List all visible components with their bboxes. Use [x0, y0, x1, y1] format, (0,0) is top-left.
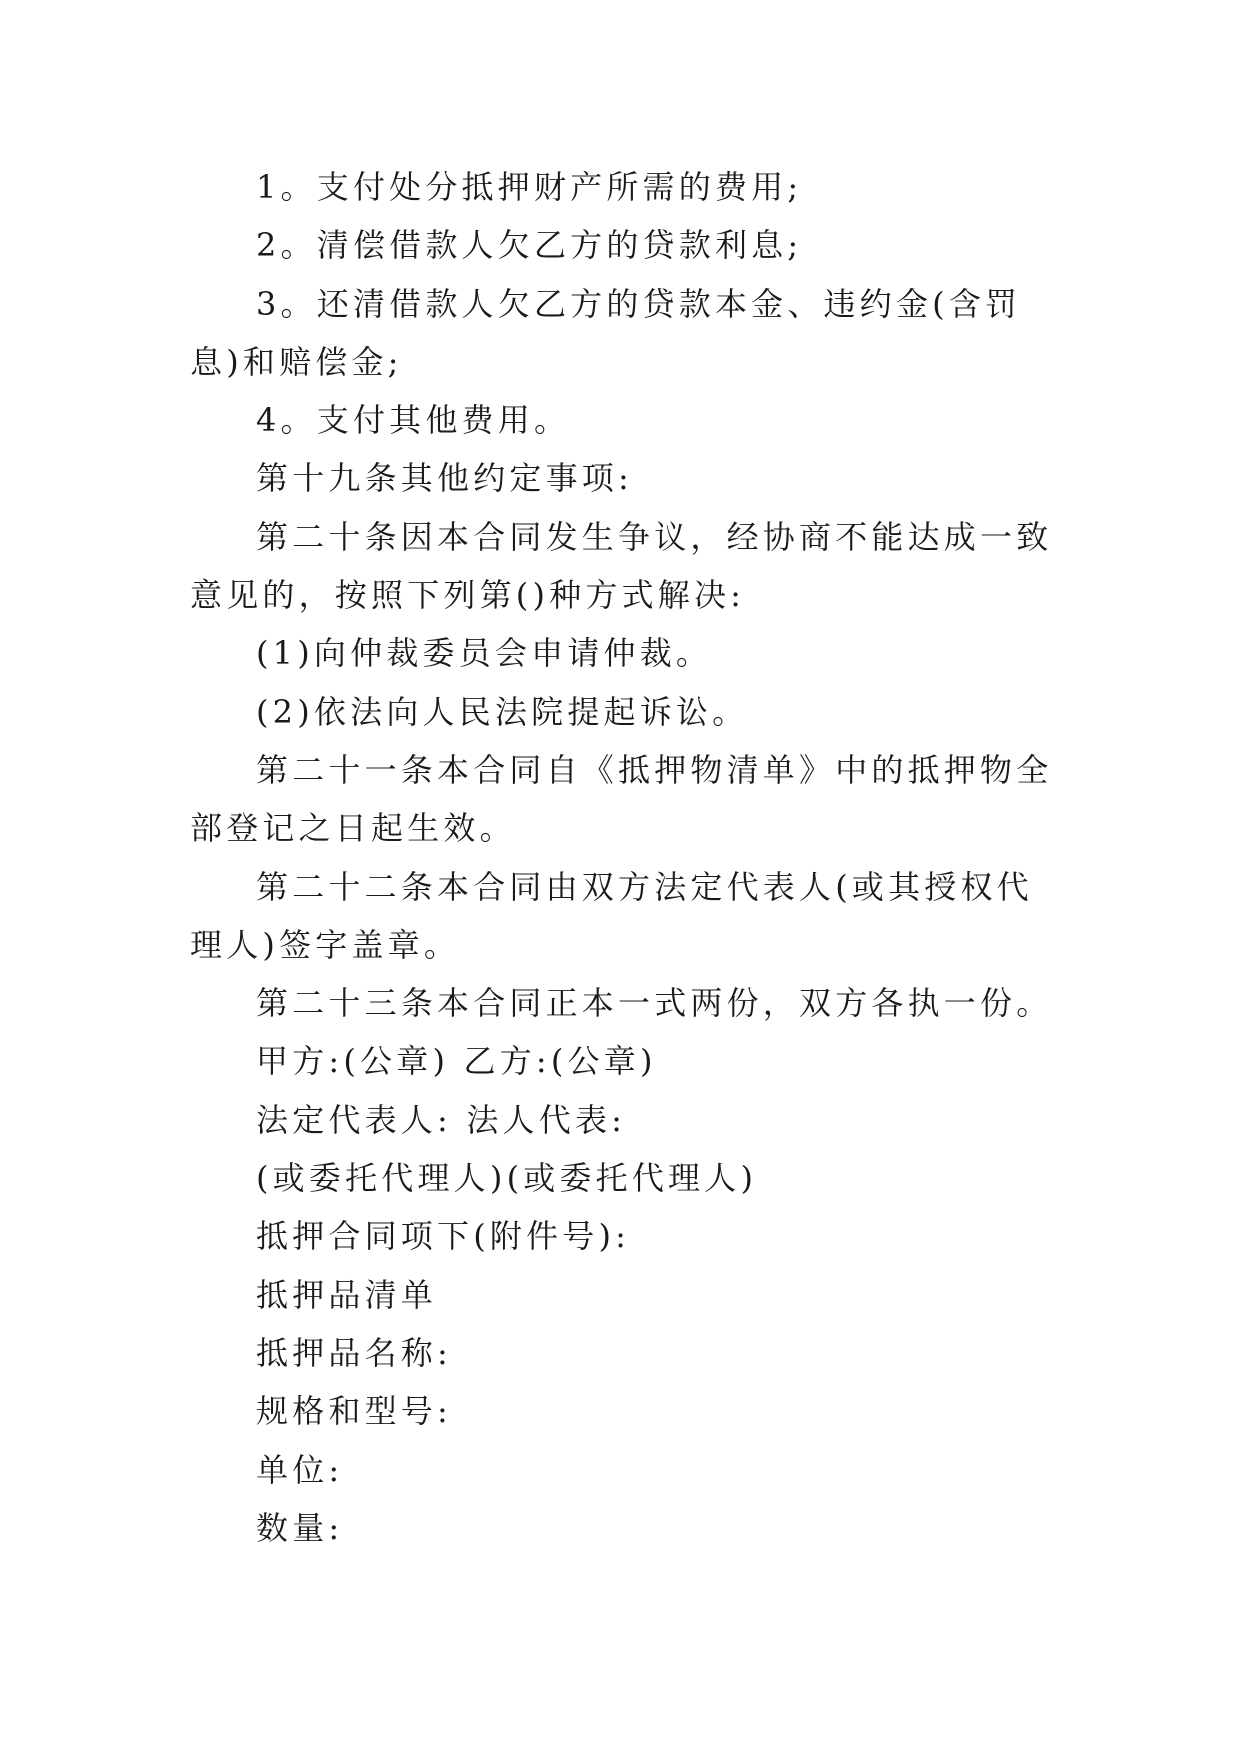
quantity-field: 数量:	[256, 1508, 344, 1547]
paragraph-clause-2: 2。清偿借款人欠乙方的贷款利息;	[256, 226, 803, 265]
article-22: 第二十二条本合同由双方法定代表人(或其授权代理人)签字盖章。	[190, 867, 1033, 964]
article-19: 第十九条其他约定事项:	[256, 459, 633, 498]
spec-model-field: 规格和型号:	[256, 1392, 452, 1431]
dispute-option-2: (2)依法向人民法院提起诉讼。	[256, 692, 749, 731]
document-body	[190, 158, 1060, 1557]
collateral-name-field: 抵押品名称:	[256, 1333, 452, 1372]
paragraph-clause-4: 4。支付其他费用。	[256, 401, 571, 440]
article-21: 第二十一条本合同自《抵押物清单》中的抵押物全部登记之日起生效。	[190, 750, 1053, 848]
article-20: 第二十条因本合同发生争议，经协商不能达成一致意见的，按照下列第()种方式解决:	[190, 517, 1053, 615]
article-23: 第二十三条本合同正本一式两份，双方各执一份。	[256, 984, 1053, 1023]
collateral-list-title: 抵押品清单	[256, 1275, 438, 1314]
dispute-option-1: (1)向仲裁委员会申请仲裁。	[256, 634, 713, 673]
annex-number: 抵押合同项下(附件号):	[256, 1217, 631, 1256]
legal-representatives: 法定代表人: 法人代表:	[256, 1100, 627, 1139]
unit-field: 单位:	[256, 1450, 344, 1489]
paragraph-clause-3: 3。还清借款人欠乙方的贷款本金、违约金(含罚息)和赔偿金;	[190, 284, 1022, 381]
party-seals: 甲方:(公章) 乙方:(公章)	[256, 1042, 657, 1081]
paragraph-clause-1: 1。支付处分抵押财产所需的费用;	[256, 168, 803, 206]
authorized-agents: (或委托代理人)(或委托代理人)	[256, 1159, 758, 1198]
